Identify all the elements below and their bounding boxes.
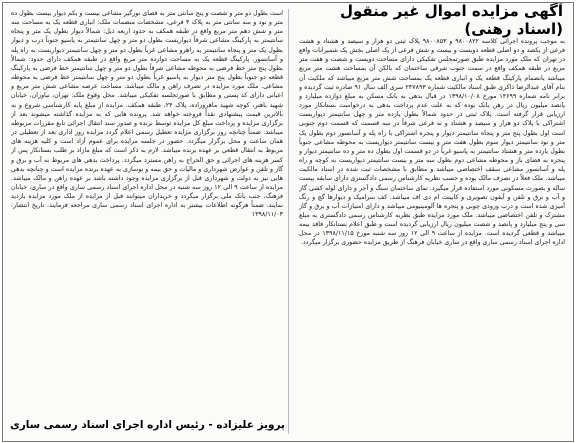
notice-body-right-column: به موجب پرونده اجرائی کلاسه ۹۸۰۰۸۲۲ و ۹۸۰۰۸۵۳ پلاک ثبتی دو هزار و سیصد و هشتاد و هشت فرعی از یکصد و دو اصلی قطعه دویست و بیست و شش فرعی از یک اصلی بخش یک شمیرانات واقع در تهران که ملک مورد مزایده طبق صورتمجلس تفکیکی دارای مساحت دویست و شصت و هفت متر مربع در طبقه همکف واقع در سمت جنوب شرقی ساختمان که بالکن آن بمساحت هشت متر مربع میباشد بانضمام پارکینگ قطعه یک و انباری قطعه یک بمساحت شش متر مربع میباشد که ملکیت آن بنام آقای عبدالرضا ذاکری طبق اسناد مالکیت شماره ۲۴۷۸۹۳ سری الف سال ۹۱ صادره ثبت گردیده و برابر نامه شماره ۱۴۶۹۹ مورخ ۱۳۹۸/۱۰/۰۸ در قبال بدهی به بانک مسکن به مبلغ دوازده میلیارد و پانصد میلیون ریال در رهن بانک بوده که به علت عدم پرداخت بدهی به درخواست بستانکار مورد ارزیابی قرار گرفته است. پلاک ثبتی در حدود شمالاً بطول یازده متر و چهل سانتیمتر دیواریست اشتراکی با پلاک دو هزار و سیصد و هشتاد و نه فرعی شرقاً در سه قسمت که قسمت دوم جنوبی است اول بطول پنج متر و پنجاه سانتیمتر دیوار و پنجره اشتراکی با راه پله و آسانسور دوم بطول یک متر و نود سانتیمتر دیوار سوم بطول هفت متر و بیست سانتیمتر دیواریست به محوطه مشاعی جنوباً بطول یازده متر و هشتاد سانتیمتر به پاسیو غرباً در دو قسمت اول بطول ده متر و ده سانتیمتر دیوار و پنجره به فضای باز و محوطه مشاعی دوم بطول سه متر و بیست سانتیمتر دیواریست به کوچه و راه پله و آسانسور مشاعی سقف اختصاصی میباشد و مطابق با مشخصات ثبت شده در اسناد مالکیت میباشد. ملک فعلاً در تصرف مالک بوده و حسب نظریه کارشناس رسمی دادگستری دارای سابقه بیست ساله و بصورت مسکونی مورد استفاده قرار میگیرد. نمای ساختمان سنگ و آجر و دارای لوله کشی گاز و آب و برق و تلفن و آیفون تصویری و کابینت ام دی اف میباشد. کف سرامیک و دیوارها گچ و رنگ آمیزی شده است و درب ورودی چوبی و پنجره ها آلومینیومی میباشد و دارای امتیازات آب و برق و گاز مشترک و تلفن اختصاصی میباشد. ملک مورد مزایده طبق نظریه کارشناس رسمی دادگستری به مبلغ سی و پنج میلیارد و پانصد و شصت میلیون ریال ارزیابی گردیده است و طبق اعلام بستانکار فاقد بیمه میباشد و قطعی گردیده است. مزایده از ساعت ۹ الی ۱۲ روز سه شنبه مورخ ۱۳۹۸/۱۱/۱۵ در محل اداره اجرای اسناد رسمی ساری واقع در ساری خیابان فرهنگ از طریق مزایده حضوری برگزار میگردد. xyxy=(299,38,565,247)
notice-body-left-column: است بطول دو متر و شصت و پنج سانتی متر به فضای نورگیر مشاعی بیست و یکم دیوار بیست بطول ده متر و نود و سه سانتی متر به پلاک ۴ فرعی، مشخصات منضمات ملک: انباری قطعه یک به مساحت سه متر و شش دهم متر مربع واقع در طبقه همکف به حدود اربعه ذیل: شمالاً دیوار بطول یک متر و پنجاه سانتیمتر به پارکینگ مشاعی شرقاً دیواریست بطول دو متر و چهل سانتیمتر به پاسیو جنوباً درب و دیوار بطول یک متر و پنجاه سانتیمتر به راهرو مشاعی غرباً بطول دو متر و چهل سانتیمتر دیواریست به راه پله و آسانسور. پارکینگ قطعه یک به مساحت دوازده متر مربع واقع در طبقه همکف دارای حدود: شمالاً بطول پنج متر خط فرضی به محوطه مشاعی شرقاً بطول دو متر و چهل سانتیمتر خط فرضی به پارکینگ قطعه دو جنوباً بطول پنج متر دیوار به پاسیو غرباً بطول دو متر و چهل سانتیمتر خط فرضی به محوطه مشاعی. ملک مورد مزایده در تصرف راهن و مالک میباشد. مساحت عرصه مشاعی شش متر مربع و اعیانی دارای کد پستی و مطابق با صورتجلسه تفکیکی میباشد. محل وقوع ملک: تهران، نیاوران، خیابان شهید باهنر، کوچه شهید ماهروزاده، پلاک ۲۴، طبقه همکف. مزایده از مبلغ پایه کارشناسی شروع و به بالاترین قیمت پیشنهادی نقداً فروخته خواهد شد. پرونده هایی که به مزایده گذاشته میشوند بعد از برگزاری مزایده و پرداخت مبلغ کل مزایده توسط برنده و صدور سند انتقال اجرائی تابع مقررات مربوطه میباشد. ضمناً چنانچه روز برگزاری مزایده تعطیل رسمی اعلام گردد مزایده روز اداری بعد از تعطیلی در همان ساعت و محل برگزار میگردد. حضور در جلسه مزایده برای عموم آزاد است و کلیه هزینه های مربوط به انتقال قطعی بر عهده برنده میباشد. لازم به ذکر است که مبلغ مازاد بر طلب بستانکار پس از کسر هزینه های اجرائی و حق الحراج به راهن مسترد میگردد. پرداخت بدهی های مربوط به آب و برق و گاز و تلفن و عوارض شهرداری و مالیات و حق بیمه و نوسازی به عهده برنده مزایده است و چنانچه بدهی هایی نیز به دولت و شهرداری قبل از برگزاری مزایده وجود داشته باشد بر عهده راهن و مالک میباشد. مزایده از ساعت ۹ الی ۱۲ روز سه شنبه در محل اداره اجرای اسناد رسمی ساری واقع در ساری، خیابان فرهنگ، جنب بانک ملی برگزار میگردد و خریداران میتوانند قبل از مزایده از ملک مورد مزایده بازدید نمایند. ضمناً هرگونه اطلاعات بیشتر به اداره اجرای اسناد رسمی ساری مراجعه فرمایند. تاریخ انتشار: ۱۳۹۸/۱۱/۰۳ xyxy=(11,10,283,219)
notice-signature: پرویز علیزاده - رئیس اداره اجرای اسناد رسمی ساری xyxy=(10,419,285,431)
notice-title: آگهی مزایده اموال غیر منقول (اسناد رهنی) xyxy=(339,2,563,38)
newspaper-notice-clipping xyxy=(2,2,574,442)
column-divider xyxy=(288,9,289,434)
